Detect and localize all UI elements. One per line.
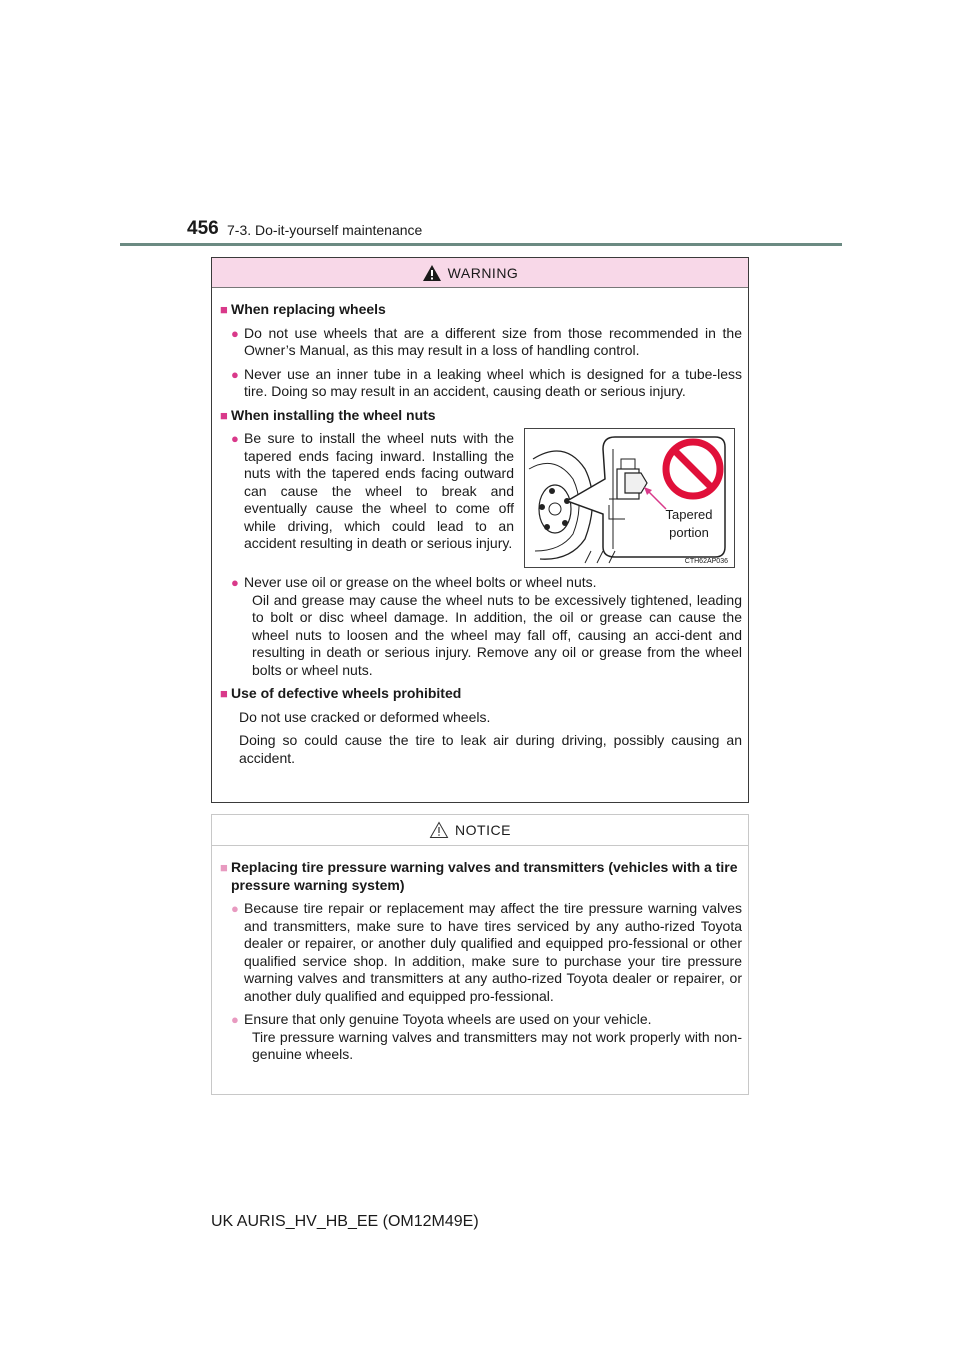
page-number: 456 [187, 218, 219, 239]
heading-text: Replacing tire pressure warning valves and transmitters (vehicles with a tire pressure warning system) [231, 859, 738, 893]
circle-bullet-icon: ● [231, 366, 239, 382]
bullet-text: Do not use wheels that are a different size from those recommended in the Owner’s Manual, as this may result in a loss of handling control. [244, 324, 742, 358]
wheel-nut-illustration [524, 428, 735, 568]
bullet-text: Be sure to install the wheel nuts with the tapered ends facing inward. Installing the nuts with the tapered ends facing outward can cause the wheel to break and eventually cause the wheel to come off while driving, which could lead to an accident resulting in death or serious injury. [244, 430, 514, 551]
square-bullet-icon: ■ [220, 407, 228, 423]
section-heading [220, 859, 742, 894]
circle-bullet-icon: ● [231, 431, 239, 446]
notice-header [212, 815, 748, 846]
bullet-text: Never use an inner tube in a leaking wheel which is designed for a tube-less tire. Doing so may result in an accident, causing death or serious injury. [244, 365, 742, 399]
circle-bullet-icon: ● [231, 575, 239, 590]
warning-triangle-icon [422, 264, 442, 282]
footer-model-code: UK AURIS_HV_HB_EE (OM12M49E) [211, 1213, 479, 1230]
bullet-continuation: Tire pressure warning valves and transmitters may not work properly with non-genuine wheels. [252, 1028, 742, 1062]
list-item [231, 430, 514, 568]
list-item [231, 325, 742, 360]
bullet-text: Never use oil or grease on the wheel bolts or wheel nuts. [244, 574, 597, 590]
section-heading [220, 685, 742, 703]
figure-label-tapered: Tapered [665, 507, 713, 522]
paragraph: Doing so could cause the tire to leak air during driving, possibly causing an accident. [239, 732, 742, 766]
circle-bullet-icon: ● [231, 901, 239, 916]
square-bullet-icon: ■ [220, 686, 228, 701]
warning-body [212, 288, 748, 767]
bullet-continuation: Oil and grease may cause the wheel nuts to be excessively tightened, leading to bolt or disc wheel damage. In addition, the oil or grease can cause the wheel nuts to loosen and the wheel may fall off, causing an acci-dent and resulting in death or serious injury. Remove any oil or grease from the wheel bolts or wheel nuts. [252, 591, 742, 678]
list-item [231, 900, 742, 1005]
heading-text: Use of defective wheels prohibited [231, 685, 462, 701]
nuts-row [231, 430, 742, 568]
notice-box [211, 814, 749, 1095]
list-item [231, 366, 742, 401]
heading-text: When installing the wheel nuts [231, 406, 436, 423]
warning-title: WARNING [447, 264, 519, 281]
circle-bullet-icon: ● [231, 1012, 239, 1027]
section-heading [220, 301, 742, 319]
square-bullet-icon: ■ [220, 302, 228, 317]
warning-header [212, 258, 748, 288]
section-title: 7-3. Do-it-yourself maintenance [227, 222, 423, 238]
square-bullet-icon: ■ [220, 860, 228, 875]
warning-box [211, 257, 749, 803]
notice-body [212, 846, 748, 1064]
list-item [231, 1011, 742, 1029]
section-heading [220, 407, 742, 425]
paragraph: Do not use cracked or deformed wheels. [239, 708, 491, 725]
circle-bullet-icon: ● [231, 325, 239, 341]
header-rule [120, 243, 842, 246]
notice-triangle-icon [429, 821, 449, 839]
bullet-text: Ensure that only genuine Toyota wheels are used on your vehicle. [244, 1011, 652, 1027]
figure-code: CTH62AP036 [684, 558, 728, 565]
wheel-nut-figure [525, 429, 734, 567]
bullet-text: Because tire repair or replacement may affect the tire pressure warning valves and transmitters, make sure to have tires serviced by any autho-rized Toyota dealer or repairer, or another duly qualified and equipped pro-fessional or other qualified service shop. In addition, make sure to purchase your tire pressure warning valves and transmitters at any autho-rized Toyota dealer or repairer, or another duly qualified and equipped pro-fessional. [244, 900, 742, 1004]
list-item [231, 574, 742, 592]
figure-label-portion: portion [669, 525, 709, 540]
heading-text: When replacing wheels [231, 301, 386, 317]
notice-title: NOTICE [455, 822, 511, 838]
